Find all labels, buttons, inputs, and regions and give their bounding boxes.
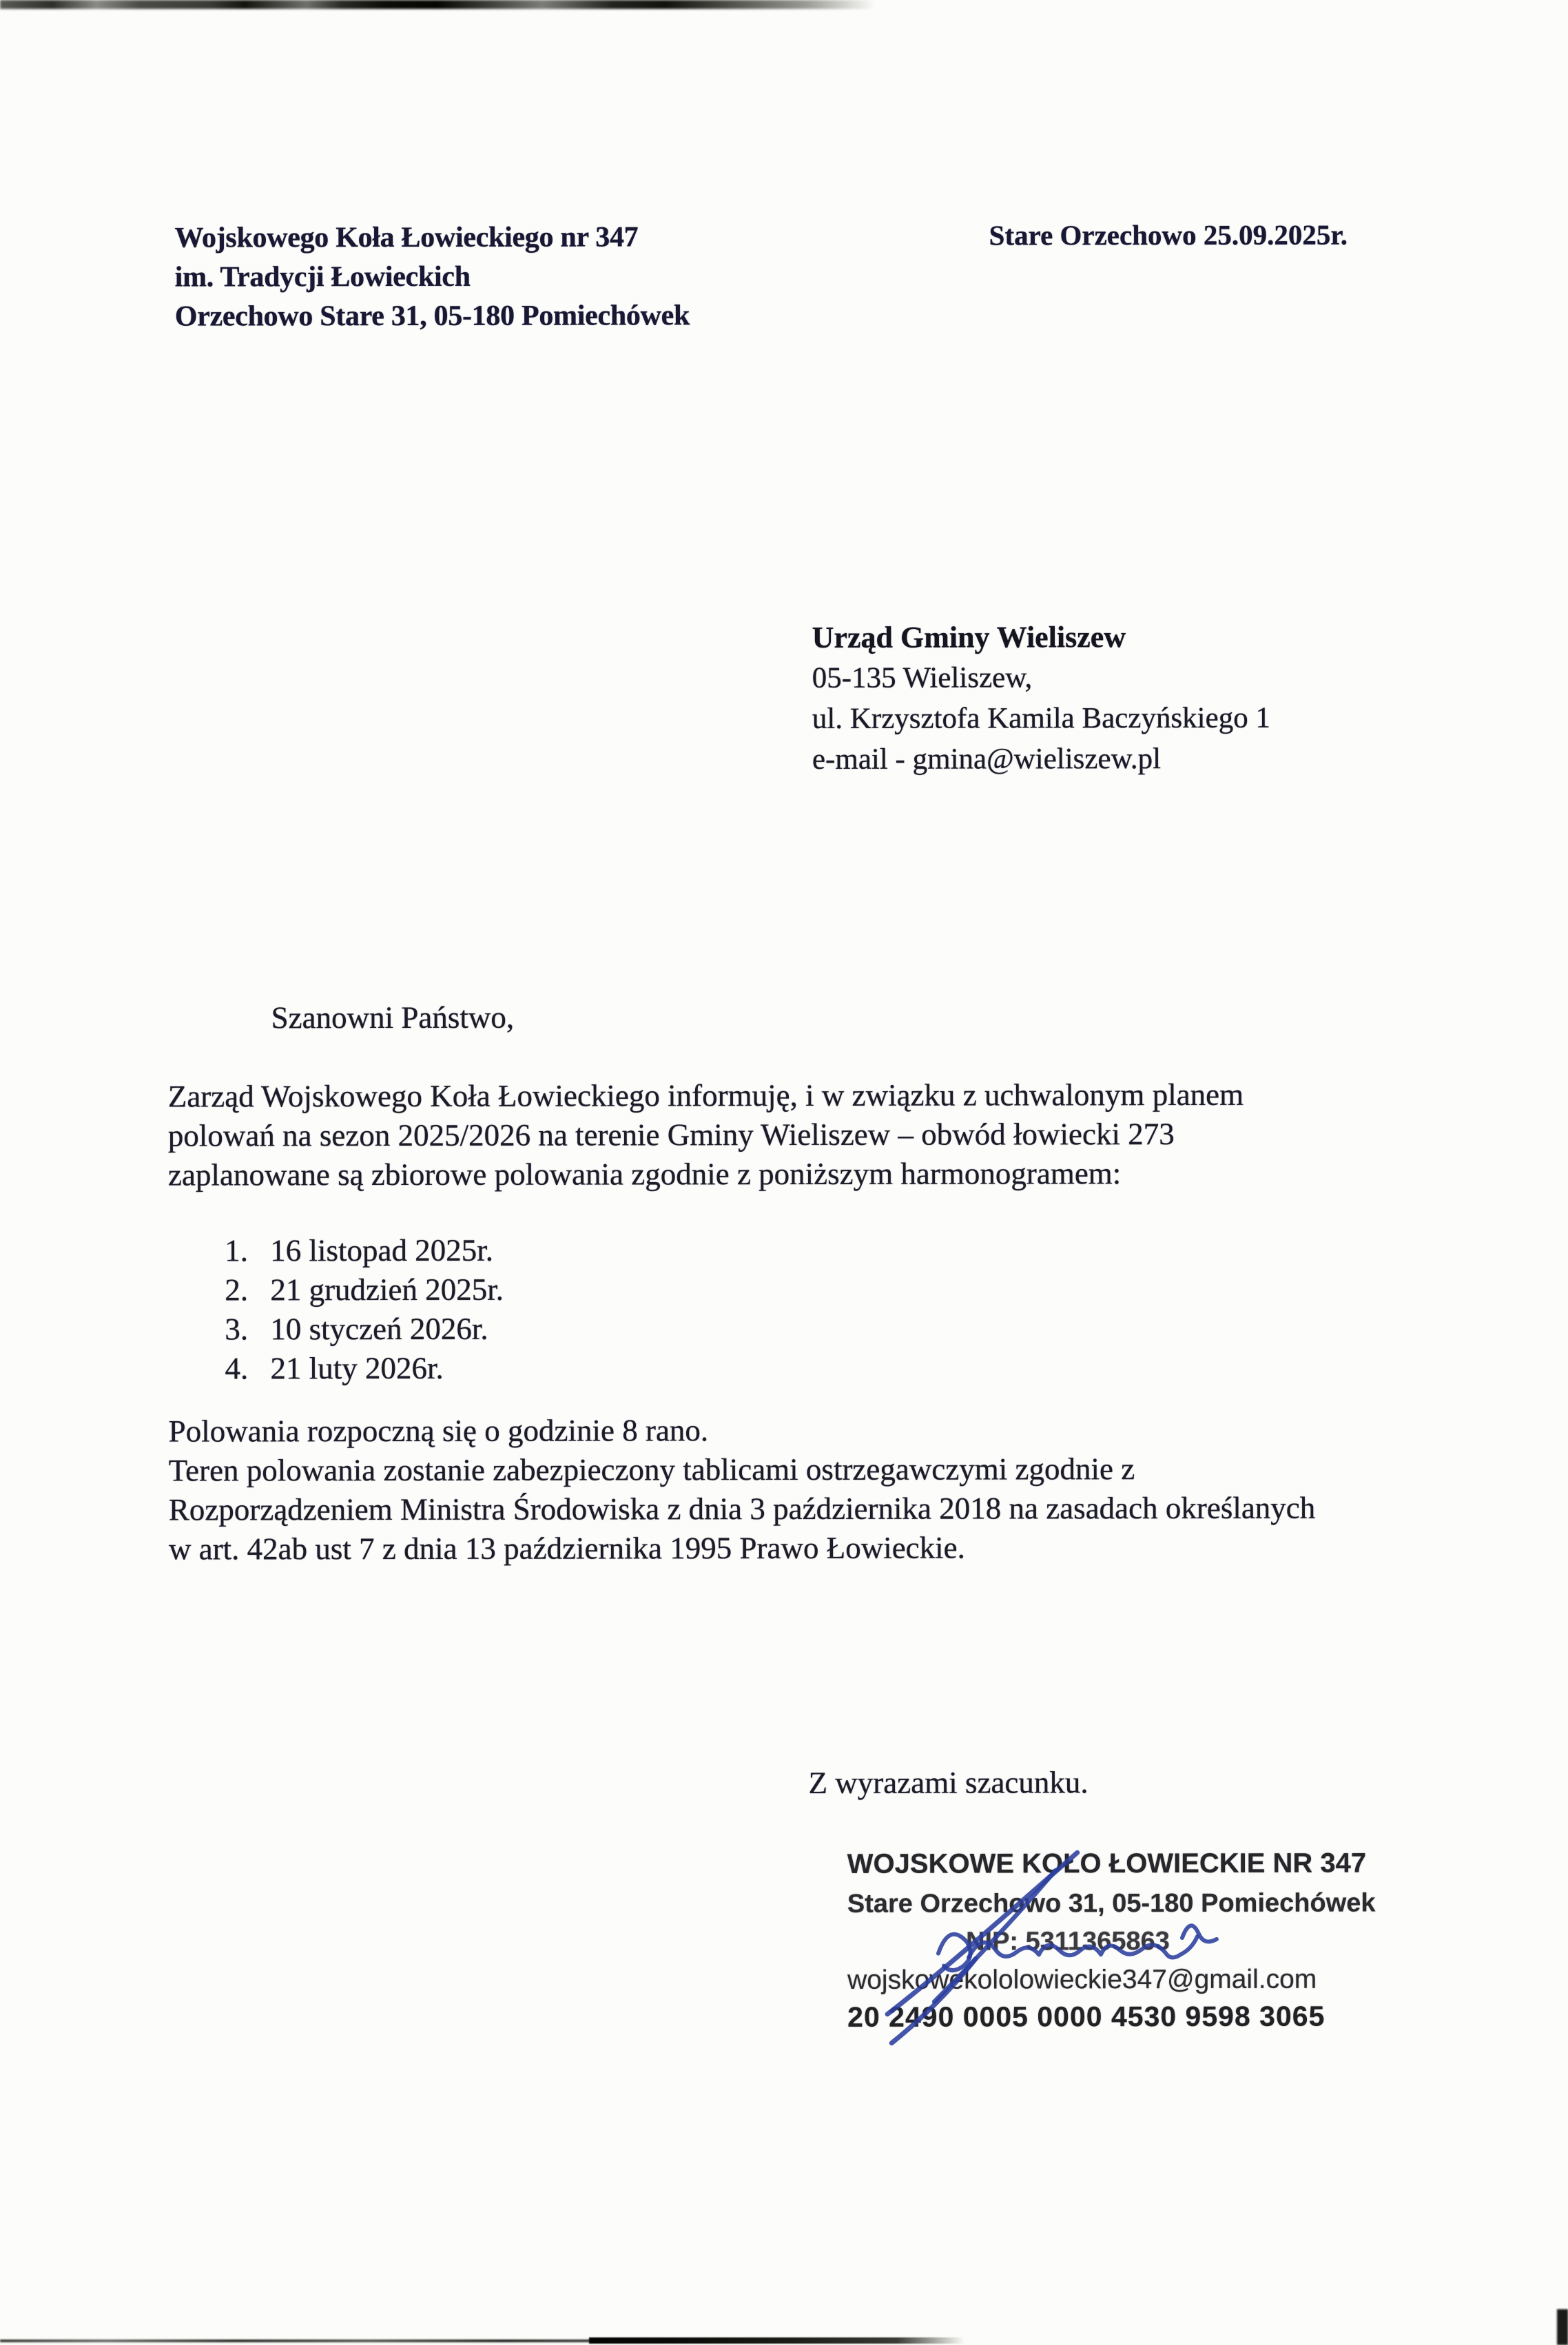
body-paragraph-2 bbox=[169, 1410, 1316, 1569]
schedule-item-number: 4. bbox=[225, 1351, 249, 1386]
schedule-item-date: 16 listopad 2025r. bbox=[270, 1232, 493, 1268]
schedule-item-date: 21 grudzień 2025r. bbox=[270, 1272, 504, 1308]
salutation: Szanowni Państwo, bbox=[271, 1000, 515, 1035]
recipient-name: Urząd Gminy Wieliszew bbox=[812, 620, 1126, 654]
paragraph-line: polowań na sezon 2025/2026 na terenie Gminy Wieliszew – obwód łowiecki 273 bbox=[167, 1117, 1175, 1153]
sender-organization: Wojskowego Koła Łowieckiego nr 347 bbox=[174, 221, 639, 254]
place-and-date: Stare Orzechowo 25.09.2025r. bbox=[989, 218, 1348, 251]
sender-address-block bbox=[175, 218, 690, 336]
body-paragraph-1 bbox=[168, 1075, 1244, 1195]
paragraph-line: Rozporządzeniem Ministra Środowiska z dnia 3 października 2018 na zasadach określanych bbox=[168, 1490, 1316, 1527]
sender-street-address: Orzechowo Stare 31, 05-180 Pomiechówek bbox=[174, 300, 690, 333]
schedule-item bbox=[225, 1349, 504, 1389]
stamp-email: wojskowekololowieckie347@gmail.com bbox=[847, 1964, 1317, 1995]
hunting-schedule-list bbox=[225, 1231, 504, 1389]
schedule-item-number: 3. bbox=[225, 1312, 249, 1347]
stamp-nip: NIP: 5311365863 bbox=[966, 1927, 1170, 1956]
stamp-bank-account: 20 2490 0005 0000 4530 9598 3065 bbox=[847, 2000, 1325, 2033]
schedule-item-date: 10 styczeń 2026r. bbox=[270, 1311, 488, 1347]
recipient-address-block bbox=[812, 617, 1271, 780]
paragraph-line: Polowania rozpoczną się o godzinie 8 rano. bbox=[168, 1413, 709, 1449]
recipient-postal-city: 05-135 Wieliszew, bbox=[812, 661, 1033, 694]
schedule-item-date: 21 luty 2026r. bbox=[270, 1350, 444, 1386]
stamp-address: Stare Orzechowo 31, 05-180 Pomiechówek bbox=[847, 1888, 1376, 1919]
handwritten-signature-ink bbox=[871, 1840, 1271, 2061]
schedule-item-number: 1. bbox=[225, 1233, 248, 1268]
recipient-email: e-mail - gmina@wieliszew.pl bbox=[812, 743, 1162, 776]
schedule-item bbox=[225, 1310, 504, 1350]
paragraph-line: Teren polowania zostanie zabezpieczony tablicami ostrzegawczymi zgodnie z bbox=[168, 1452, 1135, 1488]
paragraph-line: zaplanowane są zbiorowe polowania zgodnie z poniższym harmonogramem: bbox=[167, 1156, 1122, 1192]
paragraph-line: Zarząd Wojskowego Koła Łowieckiego informuję, i w związku z uchwalonym planem bbox=[167, 1077, 1244, 1114]
closing-phrase: Z wyrazami szacunku. bbox=[808, 1765, 1089, 1800]
paragraph-line: w art. 42ab ust 7 z dnia 13 października 1995 Prawo Łowieckie. bbox=[168, 1530, 965, 1567]
stamp-organization-name: WOJSKOWE KOŁO ŁOWIECKIE NR 347 bbox=[847, 1848, 1367, 1879]
schedule-item-number: 2. bbox=[225, 1272, 249, 1308]
recipient-street: ul. Krzysztofa Kamila Baczyńskiego 1 bbox=[812, 701, 1270, 735]
sender-organization-name: im. Tradycji Łowieckich bbox=[174, 260, 471, 293]
schedule-item bbox=[225, 1270, 504, 1310]
schedule-item bbox=[225, 1231, 504, 1271]
